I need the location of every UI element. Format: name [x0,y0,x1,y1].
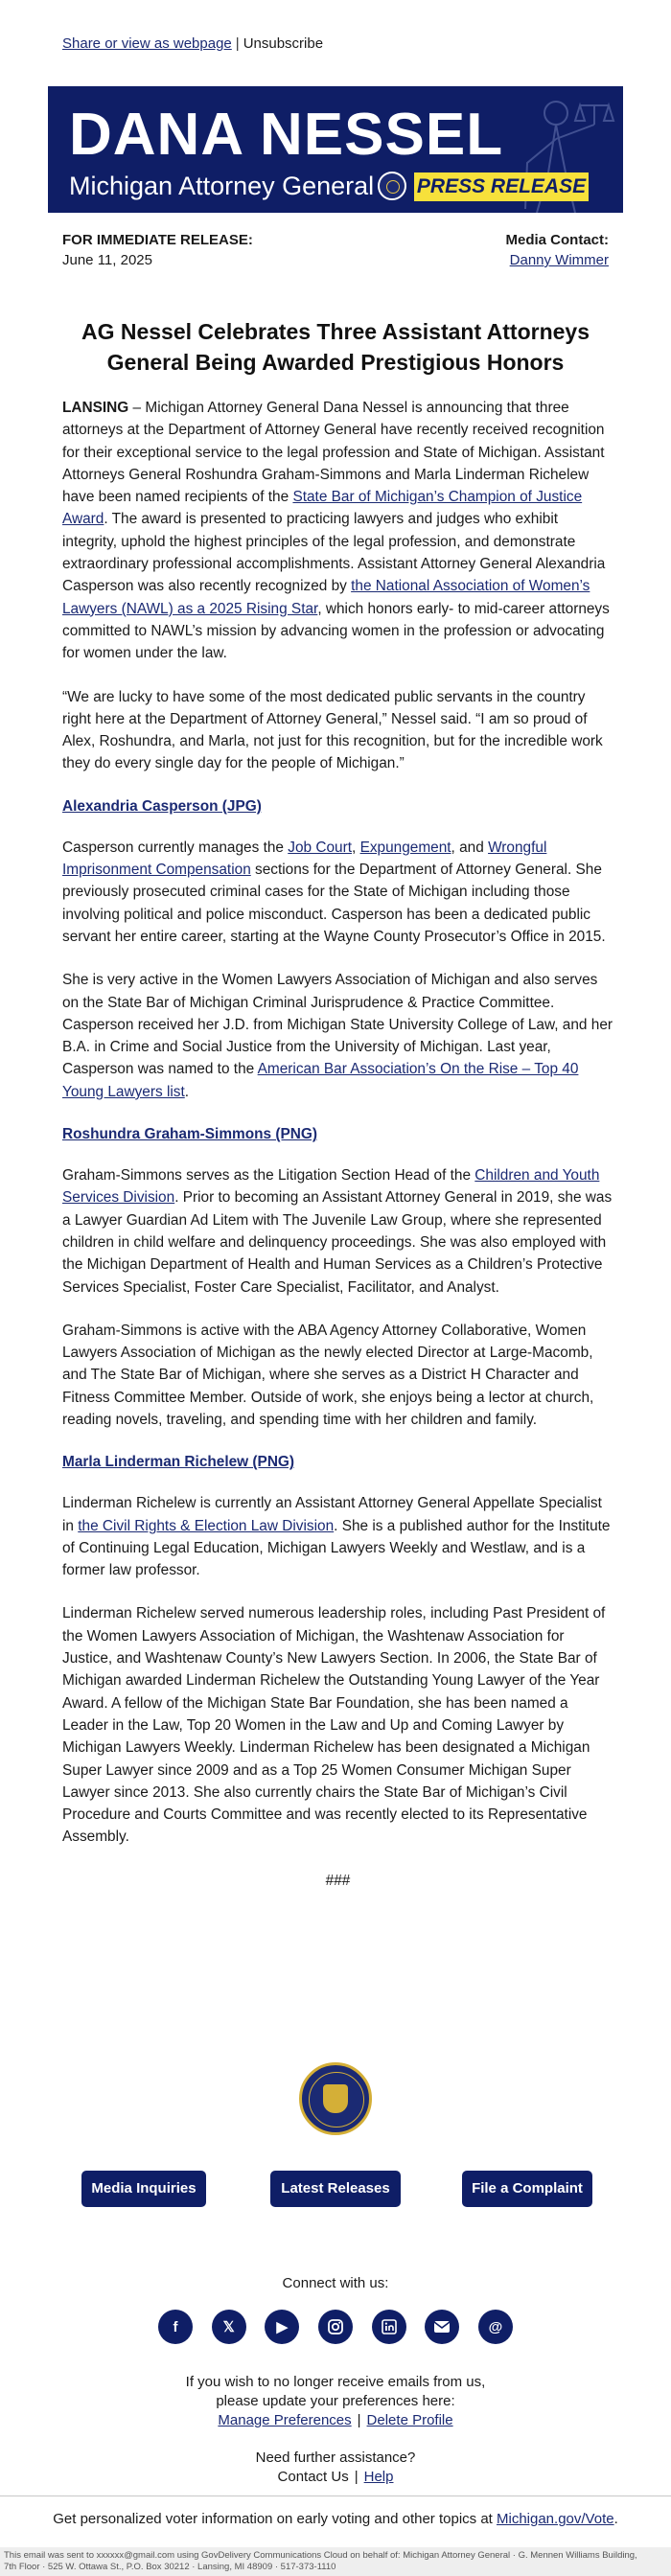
press-release-badge: PRESS RELEASE [414,172,589,201]
graham-simmons-heading [62,1124,613,1145]
casperson-text-6: . [184,1083,190,1100]
manage-preferences-link[interactable]: Manage Preferences [218,2412,352,2428]
richelew-text-2: . She is a published author for the Institute of Continuing Legal Education, Michigan Lawyers Weekly and Westlaw, and is a former law professor. [62,1517,611,1579]
civil-rights-division-link[interactable]: the Civil Rights & Election Law Division [78,1517,335,1534]
page-title: AG Nessel Celebrates Three Assistant Attorneys General Being Awarded Prestigious Honors [81,319,590,375]
threads-icon[interactable]: @ [478,2310,513,2344]
file-complaint-button[interactable]: File a Complaint [462,2171,592,2207]
contact-us-link[interactable]: Contact Us [277,2469,349,2485]
intro-text-3: , which honors early- to mid-career attorneys committed to NAWL’s mission by advancing women in the profession or advocating for women under the law. [62,600,610,662]
graham-text-2: . Prior to becoming an Assistant Attorney General in 2019, she was a Lawyer Guardian Ad Litem with The Juvenile Law Group, where she represented children in child welfare and delinquency proceedings. She was also employed with the Michigan Department of Health and Human Services as a Children’s Protective Services Specialist, Foster Care Specialist, Facilitator, and Analyst. [62,1189,613,1296]
graham-simmons-paragraph-2: Graham-Simmons is active with the ABA Agency Attorney Collaborative, Women Lawyers Association of Michigan as the newly elected Director at Large-Macomb, and The State Bar of Michigan, where she serves as a District H Character and Fitness Committee Member. Outside of work, she enjoys being a lector at church, reading novels, traveling, and spending time with her children and family. [62,1322,594,1428]
casperson-text-1: Casperson currently manages the [62,839,289,856]
linkedin-icon[interactable] [372,2310,406,2344]
press-release-body [62,397,613,1892]
unsubscribe-link[interactable]: Unsubscribe [243,35,324,52]
wrongful-imprisonment-link[interactable]: Wrongful Imprisonment Compensation [62,839,547,879]
children-youth-services-link[interactable]: Children and Youth Services Division [62,1167,600,1207]
richelew-heading [62,1452,613,1473]
top-separator: | [235,35,240,52]
intro-text-1: – Michigan Attorney General Dana Nessel is announcing that three attorneys at the Department of Attorney General have recently received recognition for their exceptional service to the legal profession and State of Michigan. Assistant Attorneys General Roshundra Graham-Simmons and Marla Linderman Richelew have been named recipients of the [62,400,605,506]
footer-line-2: 7th Floor · 525 W. Ottawa St., P.O. Box 30212 · Lansing, MI 48909 · 517-373-1110 [4,2562,336,2572]
michigan-vote-link[interactable]: Michigan.gov/Vote [497,2511,614,2527]
richelew-paragraph-1 [62,1492,613,1581]
intro-paragraph [62,397,613,665]
footer [0,2547,671,2576]
top-bar [62,34,323,54]
help-section [0,2449,671,2487]
prefs-separator: | [357,2412,361,2428]
contact-label: Media Contact: [505,232,609,248]
casperson-paragraph-2 [62,969,613,1103]
email-icon[interactable] [425,2310,459,2344]
media-contact [505,230,609,270]
casperson-photo-link[interactable]: Alexandria Casperson (JPG) [62,797,262,815]
champion-of-justice-link[interactable]: State Bar of Michigan’s Champion of Justice Award [62,489,583,528]
help-separator: | [354,2469,359,2485]
share-link[interactable]: Share or view as webpage [62,35,232,52]
casperson-paragraph-1 [62,837,613,948]
prefs-line-1: If you wish to no longer receive emails from us, [185,2374,486,2390]
release-date: June 11, 2025 [62,252,152,268]
quote-paragraph: “We are lucky to have some of the most dedicated public servants in the country right here at the Department of Attorney General,” Nessel said. “I am so proud of Alex, Roshundra, and Marla, not just for this recognition, but for the incredible work they do every single day for the people of Michigan.” [62,688,603,772]
voter-end: . [613,2511,618,2527]
end-mark: ### [325,1872,351,1889]
x-icon[interactable]: 𝕏 [212,2310,246,2344]
richelew-photo-link[interactable]: Marla Linderman Richelew (PNG) [62,1454,295,1471]
dateline: LANSING [62,400,129,416]
header-banner [48,86,623,213]
delete-profile-link[interactable]: Delete Profile [366,2412,453,2428]
voter-info [0,2510,671,2529]
help-link[interactable]: Help [363,2469,394,2485]
aba-on-the-rise-link[interactable]: American Bar Association’s On the Rise – Top 40 Young Lawyers list [62,1061,579,1100]
preferences-section [0,2373,671,2430]
social-links [158,2310,513,2346]
expungement-link[interactable]: Expungement [359,839,451,856]
richelew-paragraph-2: Linderman Richelew served numerous leadership roles, including Past President of the Women Lawyers Association of Michigan, the Washtenaw Association for Justice, and Washtenaw County’s New Lawyers Section. In 2006, the State Bar of Michigan awarded Linderman Richelew the Outstanding Young Lawyer of the Year Award. A fellow of the Michigan State Bar Foundation, she has been named a Leader in the Law, Top 20 Women in the Law and Up and Coming Lawyer by Michigan Lawyers Weekly. Linderman Richelew has been designated a Michigan Super Lawyer since 2009 and as a Top 25 Women Consumer Michigan Super Lawyer since 2013. She also currently chairs the State Bar of Michigan’s Civil Procedure and Courts Committee and was recently elected to its Representative Assembly. [62,1605,606,1846]
banner-subtitle: Michigan Attorney General [69,172,375,200]
voter-text: Get personalized voter information on early voting and other topics at [53,2511,497,2527]
instagram-icon[interactable] [318,2310,353,2344]
media-inquiries-button[interactable]: Media Inquiries [81,2171,206,2207]
graham-simmons-photo-link[interactable]: Roshundra Graham-Simmons (PNG) [62,1126,317,1143]
contact-name-link[interactable]: Danny Wimmer [509,252,609,268]
release-label: FOR IMMEDIATE RELEASE: [62,232,253,248]
casperson-text-3: , and [451,839,489,856]
intro-text-2: . The award is presented to practicing lawyers and judges who exhibit integrity, uphold the highest principles of the legal profession, and demonstrate extraordinary professional accomplishments. Assistant Attorney General Alexandria Casperson was also recently recognized by [62,511,606,595]
facebook-icon[interactable]: f [158,2310,193,2344]
casperson-text-5: She is very active in the Women Lawyers Association of Michigan and also serves on the State Bar of Michigan Criminal Jurisprudence & Practice Committee. Casperson received her J.D. from Michigan State University College of Law, and her B.A. in Crime and Social Justice from the University of Michigan. Last year, Casperson was named to the [62,972,613,1078]
state-seal-icon [378,172,406,200]
footer-line-1: This email was sent to xxxxxx@gmail.com using GovDelivery Communications Cloud on behalf of: Michigan Attorney General · G. Mennen Williams Building, [4,2550,637,2561]
graham-simmons-paragraph-1 [62,1164,613,1299]
job-court-link[interactable]: Job Court [288,839,352,856]
attorney-general-seal-icon [299,2062,372,2135]
youtube-icon[interactable]: ▶ [265,2310,299,2344]
release-info [62,230,253,270]
casperson-text-2: , [352,839,360,856]
banner-title: DANA NESSEL [69,102,504,168]
latest-releases-button[interactable]: Latest Releases [270,2171,401,2207]
graham-text-1: Graham-Simmons serves as the Litigation Section Head of the [62,1167,475,1184]
prefs-line-2: please update your preferences here: [216,2393,455,2409]
nawl-rising-star-link[interactable]: the National Association of Women’s Lawyers (NAWL) as a 2025 Rising Star [62,578,590,617]
casperson-heading [62,796,613,817]
richelew-text-1: Linderman Richelew is currently an Assistant Attorney General Appellate Specialist in [62,1495,602,1534]
casperson-text-4: sections for the Department of Attorney General. She previously prosecuted criminal cases for the State of Michigan including those involving political and police misconduct. Casperson has been a dedicated public servant her entire career, starting at the Wayne County Prosecutor’s Office in 2015. [62,862,606,945]
help-line: Need further assistance? [255,2450,416,2466]
connect-label: Connect with us: [282,2275,389,2291]
